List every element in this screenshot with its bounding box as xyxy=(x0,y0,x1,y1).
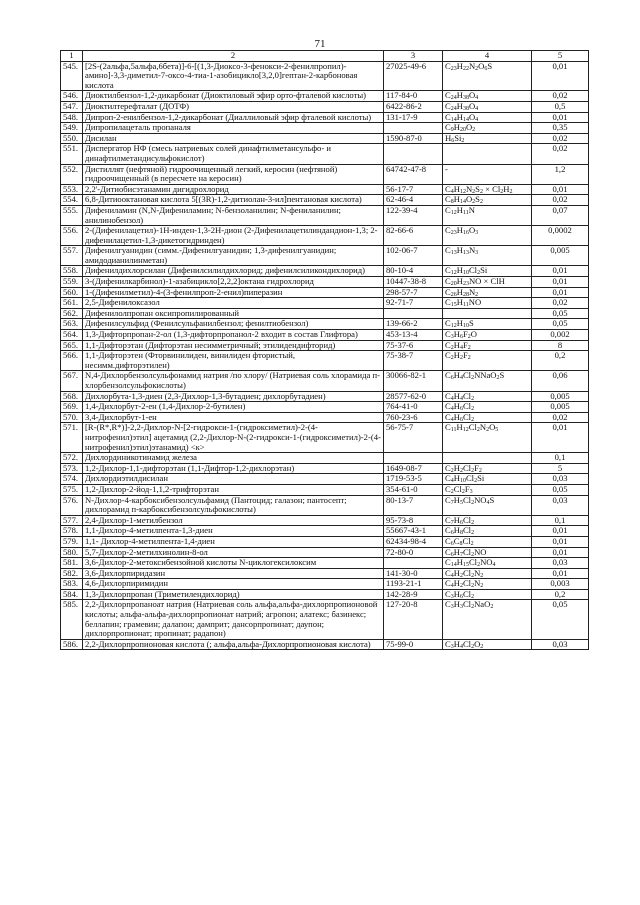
header-col-1: 1 xyxy=(61,51,83,62)
row-number: 556. xyxy=(61,226,83,246)
chemical-formula: $C_2H_4F_2$ xyxy=(443,340,532,351)
cas-number xyxy=(384,558,443,569)
table-row xyxy=(61,423,589,453)
chemical-formula xyxy=(443,453,532,464)
cas-number: 72-80-0 xyxy=(384,547,443,558)
table-row xyxy=(61,277,589,288)
substance-name: Дипроп-2-енилбензол-1,2-дикарбонат (Диаллиловый эфир фталевой кислоты) xyxy=(83,112,384,123)
table-row xyxy=(61,330,589,341)
table-row xyxy=(61,547,589,558)
limit-value: 0,01 xyxy=(532,547,589,558)
limit-value: 8 xyxy=(532,340,589,351)
limit-value: 0,05 xyxy=(532,319,589,330)
substance-name: 4,6-Дихлорпиримидин xyxy=(83,579,384,590)
table-row xyxy=(61,568,589,579)
row-number: 575. xyxy=(61,484,83,495)
cas-number: 131-17-9 xyxy=(384,112,443,123)
row-number: 570. xyxy=(61,412,83,423)
limit-value: 0,01 xyxy=(532,287,589,298)
row-number: 584. xyxy=(61,589,83,600)
chemical-formula: $C_2H_2F_2$ xyxy=(443,351,532,371)
cas-number: 62434-98-4 xyxy=(384,536,443,547)
table-row xyxy=(61,112,589,123)
header-col-4: 4 xyxy=(443,51,532,62)
substance-name: 3,4-Дихлорбут-1-ен xyxy=(83,412,384,423)
table-row xyxy=(61,579,589,590)
table-row xyxy=(61,319,589,330)
chemical-formula: $C_6C_8Cl_2$ xyxy=(443,536,532,547)
cas-number: 28577-62-0 xyxy=(384,391,443,402)
row-number: 546. xyxy=(61,91,83,102)
table-row xyxy=(61,371,589,391)
table-row xyxy=(61,61,589,91)
chemical-formula: $C_{23}H_{22}N_2O_6S$ xyxy=(443,61,532,91)
chemical-formula: $C_4H_4Cl_2$ xyxy=(443,391,532,402)
substance-name: Диоктилтерефталат (ДОТФ) xyxy=(83,101,384,112)
table-row xyxy=(61,184,589,195)
table-row xyxy=(61,495,589,515)
table-row xyxy=(61,298,589,309)
cas-number: 760-23-6 xyxy=(384,412,443,423)
limit-value: 0,005 xyxy=(532,402,589,413)
limit-value: 0,5 xyxy=(532,101,589,112)
substance-name: Дисилан xyxy=(83,133,384,144)
row-number: 572. xyxy=(61,453,83,464)
substance-name: 1,1-Дихлор-4-метилпента-1,3-диен xyxy=(83,526,384,537)
row-number: 586. xyxy=(61,639,83,650)
substance-name: 3-(Дифенилкарбинол)-1-азабицикло[2,2,2]октана гидрохлорид xyxy=(83,277,384,288)
cas-number xyxy=(384,123,443,134)
chemical-formula: $C_4H_{10}Cl_2Si$ xyxy=(443,474,532,485)
table-row xyxy=(61,558,589,569)
cas-number xyxy=(384,453,443,464)
table-row xyxy=(61,195,589,206)
substance-name: Дипропилацеталь пропаналя xyxy=(83,123,384,134)
cas-number: 80-10-4 xyxy=(384,266,443,277)
row-number: 558. xyxy=(61,266,83,277)
chemical-formula: $C_{26}H_{28}N_2$ xyxy=(443,287,532,298)
table-row xyxy=(61,266,589,277)
limit-value: 0,03 xyxy=(532,495,589,515)
header-row xyxy=(61,51,589,62)
chemical-formula: $C_3H_3Cl_2NaO_2$ xyxy=(443,600,532,639)
substance-name: 2,4-Дихлор-1-метилбензол xyxy=(83,515,384,526)
row-number: 545. xyxy=(61,61,83,91)
row-number: 564. xyxy=(61,330,83,341)
limit-value: 0,01 xyxy=(532,423,589,453)
chemical-formula: $C_{12}H_{11}N$ xyxy=(443,205,532,225)
limit-value: 0,07 xyxy=(532,205,589,225)
row-number: 582. xyxy=(61,568,83,579)
substance-name: Диоктилбензол-1,2-дикарбонат (Диоктиловый эфир орто-фталевой кислоты) xyxy=(83,91,384,102)
substance-table xyxy=(60,50,589,650)
header-col-3: 3 xyxy=(384,51,443,62)
substance-name: 2,2-Дихлорпропионовая кислота (; альфа,альфа-Дихлорпропионовая кислота) xyxy=(83,639,384,650)
limit-value: 0,2 xyxy=(532,351,589,371)
cas-number: 1649-08-7 xyxy=(384,463,443,474)
substance-name: N-Дихлор-4-карбоксибензолсульфамид (Пантоцид; галазон; пантосепт; дихлорамид п-карбоксибензолсульфокислоты) xyxy=(83,495,384,515)
limit-value: 0,005 xyxy=(532,246,589,266)
chemical-formula: $C_4H_6Cl_2$ xyxy=(443,412,532,423)
chemical-formula xyxy=(443,308,532,319)
chemical-formula: $C_{14}H_{14}O_4$ xyxy=(443,112,532,123)
cas-number: 127-20-8 xyxy=(384,600,443,639)
cas-number: 122-39-4 xyxy=(384,205,443,225)
chemical-formula: $C_4H_2Cl_2N_2$ xyxy=(443,568,532,579)
limit-value: 0,01 xyxy=(532,61,589,91)
cas-number: 298-57-7 xyxy=(384,287,443,298)
cas-number xyxy=(384,308,443,319)
chemical-formula: $C_4H_2Cl_2N_2$ xyxy=(443,579,532,590)
table-row xyxy=(61,484,589,495)
table-row xyxy=(61,453,589,464)
chemical-formula: $C_{24}H_{38}O_4$ xyxy=(443,101,532,112)
substance-name: 1,1-Дифторэтен (Фторвинилиден, винилиден фтористый, несимм.дифторэтилен) xyxy=(83,351,384,371)
cas-number: 141-30-0 xyxy=(384,568,443,579)
table-row xyxy=(61,226,589,246)
substance-name: 3,6-Дихлорпиридазин xyxy=(83,568,384,579)
cas-number: 95-73-8 xyxy=(384,515,443,526)
row-number: 559. xyxy=(61,277,83,288)
row-number: 549. xyxy=(61,123,83,134)
chemical-formula: - xyxy=(443,164,532,184)
row-number: 547. xyxy=(61,101,83,112)
limit-value: 0,1 xyxy=(532,453,589,464)
limit-value: 0,002 xyxy=(532,330,589,341)
chemical-formula: $C_6H_8Cl_2$ xyxy=(443,526,532,537)
cas-number: 92-71-7 xyxy=(384,298,443,309)
cas-number: 64742-47-8 xyxy=(384,164,443,184)
cas-number: 764-41-0 xyxy=(384,402,443,413)
cas-number: 55667-43-1 xyxy=(384,526,443,537)
substance-name: [R-(R*,R*)]-2,2-Дихлор-N-[2-гидрокси-1-(гидроксиметил)-2-(4-нитрофенил)этил] ацетамид (2,2-Дихлор-N-(2-гидрокси-1-(гидроксиметил)-2-(4-нитрофенил)этил)этанамид) <к> xyxy=(83,423,384,453)
cas-number: 56-17-7 xyxy=(384,184,443,195)
table-row xyxy=(61,123,589,134)
chemical-formula: $C_{20}H_{23}NO$ × ClH xyxy=(443,277,532,288)
row-number: 563. xyxy=(61,319,83,330)
cas-number: 30066-82-1 xyxy=(384,371,443,391)
substance-name: Дифенилдихлорсилан (Дифенилсилилдихлорид; дифенилсиликондихлорид) xyxy=(83,266,384,277)
limit-value: 0,02 xyxy=(532,412,589,423)
table-row xyxy=(61,101,589,112)
row-number: 553. xyxy=(61,184,83,195)
chemical-formula: $C_{14}H_{15}Cl_2NO_4$ xyxy=(443,558,532,569)
limit-value: 5 xyxy=(532,463,589,474)
limit-value: 0,01 xyxy=(532,184,589,195)
chemical-formula: $C_2Cl_2F_3$ xyxy=(443,484,532,495)
row-number: 577. xyxy=(61,515,83,526)
chemical-formula: $C_3H_4Cl_2O_2$ xyxy=(443,639,532,650)
substance-name: Дихлордиэтилдисилан xyxy=(83,474,384,485)
chemical-formula: $C_3H_6Cl_2$ xyxy=(443,589,532,600)
limit-value: 0,005 xyxy=(532,391,589,402)
table-row xyxy=(61,351,589,371)
chemical-formula: $C_3H_6F_2O$ xyxy=(443,330,532,341)
cas-number: 75-38-7 xyxy=(384,351,443,371)
cas-number: 117-84-0 xyxy=(384,91,443,102)
limit-value: 0,1 xyxy=(532,515,589,526)
table-row xyxy=(61,412,589,423)
limit-value: 0,01 xyxy=(532,568,589,579)
chemical-formula: $C_9H_{20}O_2$ xyxy=(443,123,532,134)
cas-number: 139-66-2 xyxy=(384,319,443,330)
chemical-formula: $C_{23}H_{16}O_3$ xyxy=(443,226,532,246)
row-number: 576. xyxy=(61,495,83,515)
substance-name: 2-(Дифенилацетил)-1Н-инден-1,3-2Н-дион (2-Дифенилацетилиндандион-1,3; 2-дифенилацетил-1,3-дикетогидринден) xyxy=(83,226,384,246)
table-row xyxy=(61,340,589,351)
row-number: 551. xyxy=(61,144,83,164)
limit-value: 0,06 xyxy=(532,371,589,391)
table-row xyxy=(61,402,589,413)
limit-value: 0,02 xyxy=(532,298,589,309)
substance-name: Дифенилсульфид (Фенилсульфанилбензол; фенилтиобензол) xyxy=(83,319,384,330)
cas-number xyxy=(384,144,443,164)
chemical-formula: $H_6Si_2$ xyxy=(443,133,532,144)
row-number: 554. xyxy=(61,195,83,206)
table-row xyxy=(61,308,589,319)
limit-value: 0,01 xyxy=(532,526,589,537)
row-number: 574. xyxy=(61,474,83,485)
table-row xyxy=(61,287,589,298)
substance-name: 1,4-Дихлорбут-2-ен (1,4-Дихлор-2-бутилен) xyxy=(83,402,384,413)
table-row xyxy=(61,164,589,184)
cas-number: 75-37-6 xyxy=(384,340,443,351)
substance-name: Дихлорбута-1,3-диен (2,3-Дихлор-1,3-бутадиен; дихлорбутадиен) xyxy=(83,391,384,402)
table-row xyxy=(61,515,589,526)
row-number: 566. xyxy=(61,351,83,371)
substance-name: 6,8-Дитиооктановая кислота 5[(3R)-1,2-дитиолан-3-ил]пентановая кислота) xyxy=(83,195,384,206)
row-number: 573. xyxy=(61,463,83,474)
limit-value: 0,35 xyxy=(532,123,589,134)
row-number: 580. xyxy=(61,547,83,558)
cas-number: 56-75-7 xyxy=(384,423,443,453)
table-row xyxy=(61,144,589,164)
substance-name: 1,3-Дихлорпропан (Триметилендихлорид) xyxy=(83,589,384,600)
row-number: 557. xyxy=(61,246,83,266)
limit-value: 0,05 xyxy=(532,484,589,495)
table-row xyxy=(61,391,589,402)
substance-name: 2,2-Дихлорпропаноат натрия (Натриевая соль альфа,альфа-дихлорпропионовой кислоты; альфа-альфа-дихлорпропионат натрий; агропон; алатекс; базинекс; беллапин; грамевин; далапон; дамприт; дансорпропинат; даупон; дихлорпропионат; пропинат; радапон) xyxy=(83,600,384,639)
table-row xyxy=(61,205,589,225)
table-row xyxy=(61,639,589,650)
substance-name: Диспергатор НФ (смесь натриевых солей динафтилметансульфо- и динафтилметандисульфокислот) xyxy=(83,144,384,164)
row-number: 555. xyxy=(61,205,83,225)
substance-name: 1-(Дифенилметил)-4-(3-фенилпроп-2-енил)пиперазин xyxy=(83,287,384,298)
table-row xyxy=(61,536,589,547)
row-number: 571. xyxy=(61,423,83,453)
row-number: 585. xyxy=(61,600,83,639)
limit-value: 0,2 xyxy=(532,589,589,600)
limit-value: 0,03 xyxy=(532,558,589,569)
cas-number: 453-13-4 xyxy=(384,330,443,341)
table-row xyxy=(61,589,589,600)
cas-number: 102-06-7 xyxy=(384,246,443,266)
limit-value: 0,01 xyxy=(532,536,589,547)
cas-number: 82-66-6 xyxy=(384,226,443,246)
substance-name: [2S-(2альфа,5альфа,6бета)]-6-[(1,3-Диоксо-3-фенокси-2-фенилпропил)-амино]-3,3-диметил-7-оксо-4-тиа-1-азобицикло[3,2,0]гептан-2-карбоновая кислота xyxy=(83,61,384,91)
row-number: 578. xyxy=(61,526,83,537)
row-number: 560. xyxy=(61,287,83,298)
cas-number: 75-99-0 xyxy=(384,639,443,650)
cas-number: 10447-38-8 xyxy=(384,277,443,288)
row-number: 583. xyxy=(61,579,83,590)
substance-name: 2,2'-Дитиобисэтанамин дигидрохлорид xyxy=(83,184,384,195)
chemical-formula: $C_6H_4Cl_2NNaO_2S$ xyxy=(443,371,532,391)
chemical-formula: $C_{13}H_{13}N_3$ xyxy=(443,246,532,266)
cas-number: 1590-87-0 xyxy=(384,133,443,144)
chemical-formula: $C_2H_2Cl_2F_2$ xyxy=(443,463,532,474)
chemical-formula: $C_4H_{12}N_2S_2 \times Cl_2H_2$ xyxy=(443,184,532,195)
substance-name: Дифенилолпропан оксипропилированный xyxy=(83,308,384,319)
substance-name: 1,3-Дифторпропан-2-ол (1,3-дифторпропанол-2 входит в состав Глифтора) xyxy=(83,330,384,341)
row-number: 562. xyxy=(61,308,83,319)
row-number: 579. xyxy=(61,536,83,547)
chemical-formula: $C_4H_6Cl_2$ xyxy=(443,402,532,413)
substance-name: 1,1- Дихлор-4-метилпента-1,4-диен xyxy=(83,536,384,547)
substance-name: 3,6-Дихлор-2-метоксибензойной кислоты N-циклогексилоксим xyxy=(83,558,384,569)
limit-value: 0,03 xyxy=(532,474,589,485)
limit-value: 0,01 xyxy=(532,112,589,123)
substance-name: 1,1-Дифторэтан (Дифторэтан несимметричный; этилидендифторид) xyxy=(83,340,384,351)
chemical-formula: $C_{24}H_{38}O_4$ xyxy=(443,91,532,102)
table-row xyxy=(61,474,589,485)
header-col-2: 2 xyxy=(83,51,384,62)
limit-value: 0,0002 xyxy=(532,226,589,246)
row-number: 581. xyxy=(61,558,83,569)
cas-number: 27025-49-6 xyxy=(384,61,443,91)
chemical-formula: $C_7H_5Cl_2NO_4S$ xyxy=(443,495,532,515)
table-row xyxy=(61,600,589,639)
limit-value: 0,02 xyxy=(532,195,589,206)
substance-name: Дихлординикотинамид железа xyxy=(83,453,384,464)
substance-name: N,4-Дихлорбензолсульфонамид натрия /по хлору/ (Натриевая соль хлорамида п-хлорбензолсульфокислоты) xyxy=(83,371,384,391)
substance-name: Дистиллят (нефтяной) гидроочищенный легкий, керосин (нефтяной) гидроочищенный (в пересчете на керосин) xyxy=(83,164,384,184)
table-row xyxy=(61,526,589,537)
row-number: 565. xyxy=(61,340,83,351)
limit-value: 0,02 xyxy=(532,133,589,144)
limit-value: 0,03 xyxy=(532,639,589,650)
row-number: 568. xyxy=(61,391,83,402)
limit-value: 0,01 xyxy=(532,266,589,277)
substance-name: Дифенилгуанидин (симм.-Дифенилгуанидин; 1,3-дифенилгуанидин; амидодианилинметан) xyxy=(83,246,384,266)
chemical-formula: $C_{12}H_{10}Cl_2Si$ xyxy=(443,266,532,277)
limit-value: 1,2 xyxy=(532,164,589,184)
cas-number: 354-61-0 xyxy=(384,484,443,495)
chemical-formula: $C_8H_{14}O_2S_2$ xyxy=(443,195,532,206)
row-number: 552. xyxy=(61,164,83,184)
table-row xyxy=(61,133,589,144)
chemical-formula: $C_{15}H_{11}NO$ xyxy=(443,298,532,309)
limit-value: 0,01 xyxy=(532,277,589,288)
substance-name: 1,2-Дихлор-1,1-дифторэтан (1,1-Дифтор-1,2-дихлорэтан) xyxy=(83,463,384,474)
limit-value: 0,05 xyxy=(532,600,589,639)
substance-name: Дифениламин (N,N-Дифениламин; N-бензоланилин; N-фениланилин; анилинобензол) xyxy=(83,205,384,225)
chemical-formula xyxy=(443,144,532,164)
cas-number: 6422-86-2 xyxy=(384,101,443,112)
limit-value: 0,02 xyxy=(532,91,589,102)
limit-value: 0,02 xyxy=(532,144,589,164)
limit-value: 0,003 xyxy=(532,579,589,590)
substance-name: 2,5-Дифенилоксазол xyxy=(83,298,384,309)
row-number: 550. xyxy=(61,133,83,144)
chemical-formula: $C_{12}H_{10}S$ xyxy=(443,319,532,330)
header-col-5: 5 xyxy=(532,51,589,62)
chemical-formula: $C_{11}H_{12}Cl_2N_2O_5$ xyxy=(443,423,532,453)
cas-number: 1719-53-5 xyxy=(384,474,443,485)
row-number: 569. xyxy=(61,402,83,413)
page-number: 71 xyxy=(314,38,326,50)
row-number: 567. xyxy=(61,371,83,391)
row-number: 548. xyxy=(61,112,83,123)
cas-number: 142-28-9 xyxy=(384,589,443,600)
limit-value: 0,05 xyxy=(532,308,589,319)
cas-number: 62-46-4 xyxy=(384,195,443,206)
table-row xyxy=(61,246,589,266)
substance-name: 1,2-Дихлор-2-йод-1,1,2-трифторэтан xyxy=(83,484,384,495)
cas-number: 1193-21-1 xyxy=(384,579,443,590)
substance-name: 5,7-Дихлор-2-метилхинолин-8-ол xyxy=(83,547,384,558)
row-number: 561. xyxy=(61,298,83,309)
chemical-formula: $C_7H_6Cl_2$ xyxy=(443,515,532,526)
table-row xyxy=(61,463,589,474)
table-row xyxy=(61,91,589,102)
cas-number: 80-13-7 xyxy=(384,495,443,515)
chemical-formula: $C_6H_7Cl_2NO$ xyxy=(443,547,532,558)
